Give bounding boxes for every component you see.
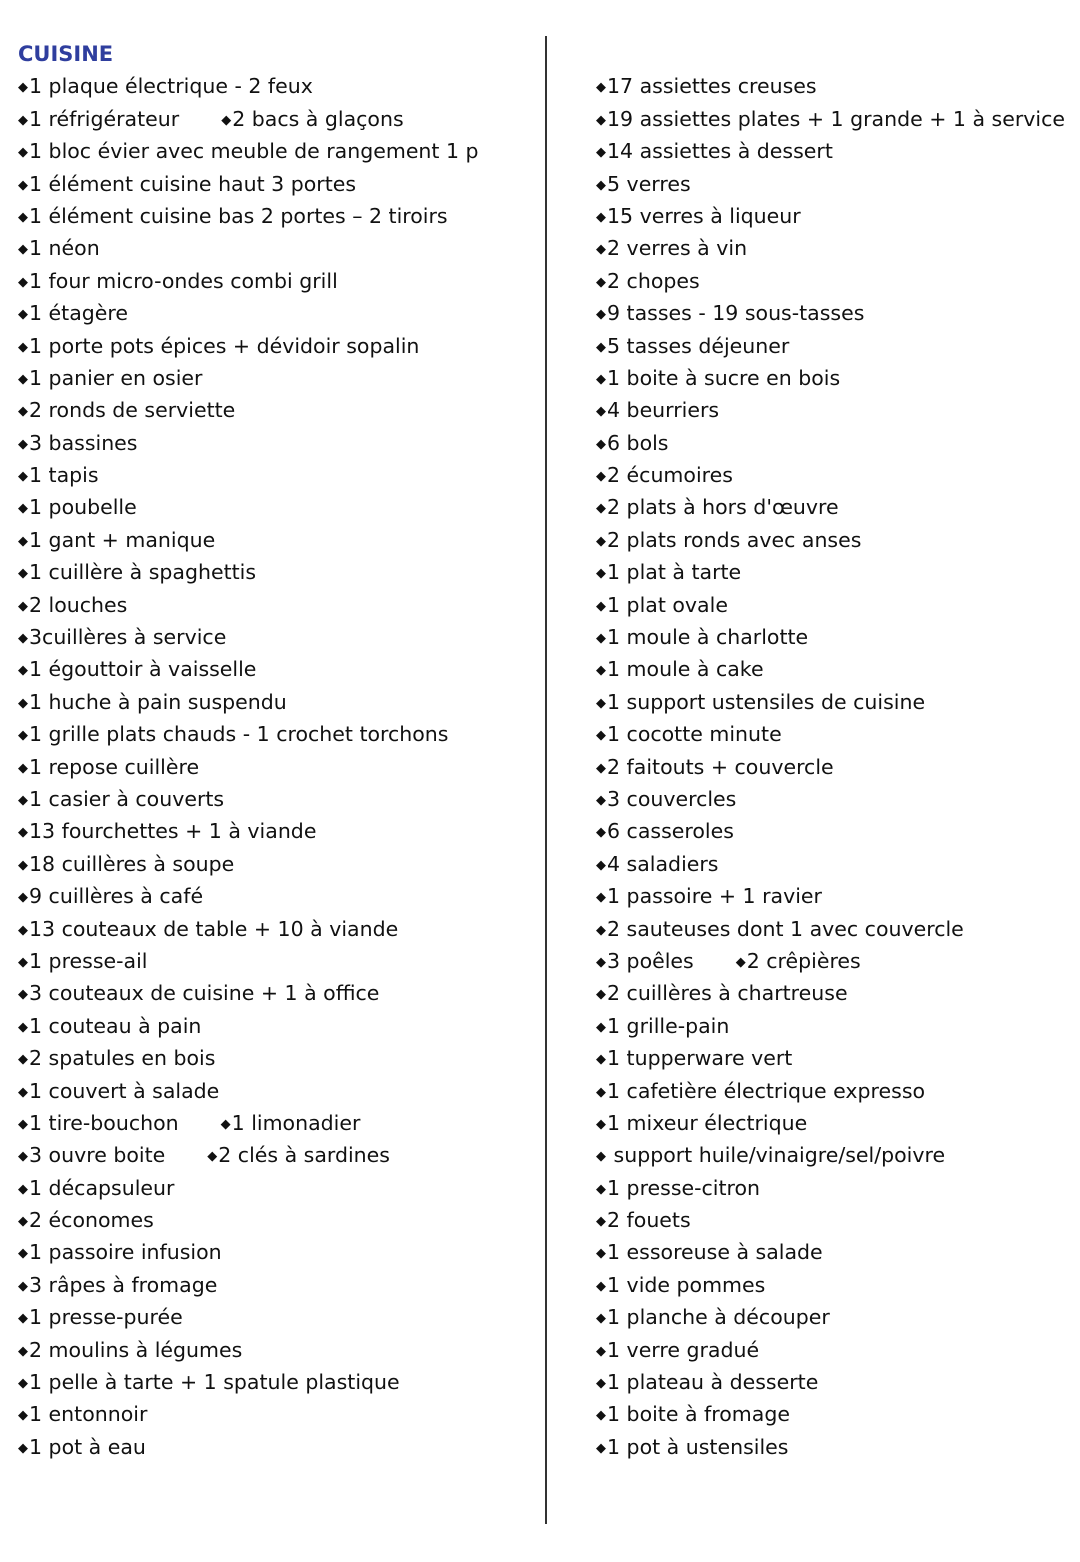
diamond-bullet-icon: ◆: [596, 1343, 606, 1359]
list-item: [18, 1172, 538, 1204]
item-text: 2 louches: [29, 592, 128, 617]
item-text-secondary: 1 limonadier: [231, 1110, 361, 1135]
diamond-bullet-icon: ◆: [596, 695, 606, 711]
diamond-bullet-icon: ◆: [221, 112, 232, 128]
list-item: [596, 330, 1076, 362]
list-item: [596, 1204, 1076, 1236]
diamond-bullet-icon: ◆: [596, 1376, 606, 1392]
list-item: [18, 265, 538, 297]
list-item: [596, 815, 1076, 847]
diamond-bullet-icon: ◆: [596, 436, 606, 452]
diamond-bullet-icon: ◆: [596, 1278, 606, 1294]
list-item: [596, 1334, 1076, 1366]
diamond-bullet-icon: ◆: [596, 112, 606, 128]
list-item: [18, 168, 538, 200]
item-text: 1 support ustensiles de cuisine: [607, 689, 926, 714]
list-item: [18, 913, 538, 945]
list-item: [596, 718, 1076, 750]
item-text: 1 couteau à pain: [29, 1013, 202, 1038]
list-item: [596, 1075, 1076, 1107]
list-item: [596, 1139, 1076, 1171]
diamond-bullet-icon: ◆: [596, 922, 606, 938]
list-item: [18, 297, 538, 329]
item-text: 3cuillères à service: [29, 625, 227, 650]
diamond-bullet-icon: ◆: [596, 533, 606, 549]
list-item: [18, 686, 538, 718]
list-item: [18, 848, 538, 880]
diamond-bullet-icon: ◆: [596, 760, 606, 776]
list-item: [596, 1398, 1076, 1430]
item-text: 1 moule à cake: [607, 657, 764, 682]
item-text: support huile/vinaigre/sel/poivre: [607, 1143, 946, 1168]
item-text: 1 décapsuleur: [29, 1175, 175, 1200]
item-text: 1 passoire + 1 ravier: [607, 884, 822, 909]
diamond-bullet-icon: ◆: [18, 598, 28, 614]
item-text: 2 économes: [29, 1208, 154, 1233]
item-text: 1 plaque électrique - 2 feux: [29, 74, 313, 99]
diamond-bullet-icon: ◆: [18, 1440, 28, 1456]
item-text: 1 huche à pain suspendu: [29, 689, 287, 714]
list-item: [18, 70, 538, 102]
diamond-bullet-icon: ◆: [18, 1019, 28, 1035]
list-item: [596, 653, 1076, 685]
diamond-bullet-icon: ◆: [18, 890, 28, 906]
diamond-bullet-icon: ◆: [18, 631, 28, 647]
item-text: 1 tire-bouchon: [29, 1110, 179, 1135]
list-item: [596, 880, 1076, 912]
item-text: 1 grille-pain: [607, 1013, 730, 1038]
list-item: [596, 783, 1076, 815]
diamond-bullet-icon: ◆: [596, 954, 606, 970]
item-text: 3 couvercles: [607, 786, 737, 811]
list-item: [18, 103, 538, 135]
list-item: [18, 1042, 538, 1074]
diamond-bullet-icon: ◆: [18, 404, 28, 420]
item-text: 2 faitouts + couvercle: [607, 754, 834, 779]
item-text: 1 élément cuisine bas 2 portes – 2 tiroirs: [29, 203, 448, 228]
item-text: 3 poêles: [607, 948, 694, 973]
item-text: 1 étagère: [29, 301, 128, 326]
diamond-bullet-icon: ◆: [596, 598, 606, 614]
diamond-bullet-icon: ◆: [18, 371, 28, 387]
list-item: [18, 362, 538, 394]
item-text: 1 planche à découper: [607, 1305, 830, 1330]
diamond-bullet-icon: ◆: [596, 631, 606, 647]
item-text: 2 plats ronds avec anses: [607, 527, 862, 552]
item-text: 3 râpes à fromage: [29, 1272, 218, 1297]
item-text: 1 entonnoir: [29, 1402, 148, 1427]
list-item: [18, 427, 538, 459]
list-item: [596, 200, 1076, 232]
item-text: 1 gant + manique: [29, 527, 216, 552]
right-item-list: [596, 70, 1076, 1463]
diamond-bullet-icon: ◆: [18, 1214, 28, 1230]
list-item: [18, 1366, 538, 1398]
item-text: 1 pot à ustensiles: [607, 1434, 789, 1459]
list-item: [596, 103, 1076, 135]
list-item: [18, 815, 538, 847]
item-text: 5 verres: [607, 171, 691, 196]
item-text: 1 couvert à salade: [29, 1078, 220, 1103]
column-divider: [545, 36, 547, 1524]
list-item: [596, 394, 1076, 426]
diamond-bullet-icon: ◆: [220, 1116, 231, 1132]
diamond-bullet-icon: ◆: [18, 566, 28, 582]
list-item: [596, 168, 1076, 200]
diamond-bullet-icon: ◆: [596, 80, 606, 96]
diamond-bullet-icon: ◆: [596, 1149, 606, 1165]
list-item: [596, 913, 1076, 945]
diamond-bullet-icon: ◆: [596, 501, 606, 517]
item-text: 1 néon: [29, 236, 100, 261]
list-item: [18, 977, 538, 1009]
item-text: 3 ouvre boite: [29, 1143, 166, 1168]
list-item: [18, 1236, 538, 1268]
item-text: 1 cuillère à spaghettis: [29, 560, 257, 585]
left-item-list: [18, 70, 538, 1463]
list-item: [18, 394, 538, 426]
diamond-bullet-icon: ◆: [18, 1149, 28, 1165]
list-item: [596, 751, 1076, 783]
diamond-bullet-icon: ◆: [18, 857, 28, 873]
item-text: 18 cuillères à soupe: [29, 851, 235, 876]
diamond-bullet-icon: ◆: [596, 1084, 606, 1100]
diamond-bullet-icon: ◆: [18, 792, 28, 808]
item-text: 9 tasses - 19 sous-tasses: [607, 301, 865, 326]
diamond-bullet-icon: ◆: [596, 728, 606, 744]
list-item: [18, 1269, 538, 1301]
item-text-secondary: 2 bacs à glaçons: [232, 106, 404, 131]
list-item: [18, 880, 538, 912]
item-text: 3 couteaux de cuisine + 1 à office: [29, 981, 380, 1006]
diamond-bullet-icon: ◆: [18, 274, 28, 290]
list-item: [18, 232, 538, 264]
item-text: 1 presse-purée: [29, 1305, 183, 1330]
item-text: 2 moulins à légumes: [29, 1337, 243, 1362]
item-text: 1 repose cuillère: [29, 754, 200, 779]
item-text: 1 presse-citron: [607, 1175, 761, 1200]
list-item: [18, 1139, 538, 1171]
item-text: 2 verres à vin: [607, 236, 748, 261]
list-item: [18, 751, 538, 783]
list-item: [18, 524, 538, 556]
item-text: 2 chopes: [607, 268, 700, 293]
list-item: [18, 621, 538, 653]
item-text: 1 égouttoir à vaisselle: [29, 657, 257, 682]
diamond-bullet-icon: ◆: [18, 728, 28, 744]
item-text: 17 assiettes creuses: [607, 74, 817, 99]
list-item: [18, 589, 538, 621]
item-text: 1 cocotte minute: [607, 722, 782, 747]
list-item: [18, 1107, 538, 1139]
list-item: [596, 1010, 1076, 1042]
item-text-secondary: 2 crêpières: [746, 948, 861, 973]
list-item: [596, 1431, 1076, 1463]
list-item: [18, 135, 538, 167]
diamond-bullet-icon: ◆: [596, 890, 606, 906]
diamond-bullet-icon: ◆: [596, 566, 606, 582]
list-item: [596, 297, 1076, 329]
diamond-bullet-icon: ◆: [18, 80, 28, 96]
diamond-bullet-icon: ◆: [18, 177, 28, 193]
item-text: 1 verre gradué: [607, 1337, 760, 1362]
list-item: [596, 1301, 1076, 1333]
list-item: [18, 1334, 538, 1366]
list-item: [596, 945, 1076, 977]
diamond-bullet-icon: ◆: [596, 339, 606, 355]
list-item: [18, 1075, 538, 1107]
diamond-bullet-icon: ◆: [596, 469, 606, 485]
list-item: [596, 1107, 1076, 1139]
diamond-bullet-icon: ◆: [18, 145, 28, 161]
item-text: 2 cuillères à chartreuse: [607, 981, 848, 1006]
list-item: [596, 362, 1076, 394]
item-text: 1 essoreuse à salade: [607, 1240, 823, 1265]
list-item: [596, 589, 1076, 621]
item-text: 19 assiettes plates + 1 grande + 1 à service: [607, 106, 1065, 131]
list-item: [18, 1204, 538, 1236]
item-text: 1 tupperware vert: [607, 1046, 793, 1071]
diamond-bullet-icon: ◆: [18, 209, 28, 225]
diamond-bullet-icon: ◆: [18, 1311, 28, 1327]
list-item: [18, 653, 538, 685]
diamond-bullet-icon: ◆: [18, 501, 28, 517]
item-text: 1 grille plats chauds - 1 crochet torchons: [29, 722, 449, 747]
diamond-bullet-icon: ◆: [18, 825, 28, 841]
item-text: 1 cafetière électrique expresso: [607, 1078, 926, 1103]
diamond-bullet-icon: ◆: [18, 987, 28, 1003]
diamond-bullet-icon: ◆: [18, 1343, 28, 1359]
diamond-bullet-icon: ◆: [596, 1052, 606, 1068]
diamond-bullet-icon: ◆: [596, 307, 606, 323]
item-text: 1 casier à couverts: [29, 786, 225, 811]
item-text: 1 poubelle: [29, 495, 137, 520]
list-item: [18, 491, 538, 523]
item-text: 1 four micro-ondes combi grill: [29, 268, 338, 293]
diamond-bullet-icon: ◆: [596, 145, 606, 161]
item-text: 15 verres à liqueur: [607, 203, 801, 228]
diamond-bullet-icon: ◆: [18, 1408, 28, 1424]
list-item: [18, 783, 538, 815]
diamond-bullet-icon: ◆: [596, 857, 606, 873]
diamond-bullet-icon: ◆: [18, 1246, 28, 1262]
item-text: 2 fouets: [607, 1208, 691, 1233]
list-item: [596, 232, 1076, 264]
list-item: [18, 459, 538, 491]
item-text: 1 mixeur électrique: [607, 1110, 808, 1135]
diamond-bullet-icon: ◆: [18, 1181, 28, 1197]
item-text: 1 porte pots épices + dévidoir sopalin: [29, 333, 420, 358]
item-text: 2 spatules en bois: [29, 1046, 216, 1071]
list-item: [596, 848, 1076, 880]
list-item: [596, 621, 1076, 653]
diamond-bullet-icon: ◆: [596, 987, 606, 1003]
item-text: 1 réfrigérateur: [29, 106, 180, 131]
list-item: [596, 265, 1076, 297]
item-text: 2 plats à hors d'œuvre: [607, 495, 839, 520]
diamond-bullet-icon: ◆: [596, 1116, 606, 1132]
list-item: [596, 70, 1076, 102]
diamond-bullet-icon: ◆: [596, 1246, 606, 1262]
list-item: [18, 200, 538, 232]
item-text: 1 panier en osier: [29, 365, 203, 390]
diamond-bullet-icon: ◆: [596, 404, 606, 420]
list-item: [18, 1431, 538, 1463]
list-item: [596, 459, 1076, 491]
item-text: 6 casseroles: [607, 819, 734, 844]
item-text: 1 pelle à tarte + 1 spatule plastique: [29, 1370, 400, 1395]
item-text: 4 saladiers: [607, 851, 719, 876]
diamond-bullet-icon: ◆: [18, 307, 28, 323]
list-item: [18, 1010, 538, 1042]
list-item: [18, 718, 538, 750]
diamond-bullet-icon: ◆: [596, 1214, 606, 1230]
item-text: 3 bassines: [29, 430, 138, 455]
diamond-bullet-icon: ◆: [596, 209, 606, 225]
item-text: 1 vide pommes: [607, 1272, 766, 1297]
diamond-bullet-icon: ◆: [18, 922, 28, 938]
diamond-bullet-icon: ◆: [18, 1278, 28, 1294]
list-item: [18, 556, 538, 588]
diamond-bullet-icon: ◆: [18, 1116, 28, 1132]
diamond-bullet-icon: ◆: [596, 825, 606, 841]
diamond-bullet-icon: ◆: [18, 760, 28, 776]
item-text: 1 passoire infusion: [29, 1240, 222, 1265]
diamond-bullet-icon: ◆: [18, 1376, 28, 1392]
item-text: 2 ronds de serviette: [29, 398, 236, 423]
item-text: 1 boite à sucre en bois: [607, 365, 841, 390]
diamond-bullet-icon: ◆: [18, 954, 28, 970]
list-item: [596, 686, 1076, 718]
item-text-secondary: 2 clés à sardines: [218, 1143, 390, 1168]
item-text: 9 cuillères à café: [29, 884, 204, 909]
item-text: 1 moule à charlotte: [607, 625, 809, 650]
item-text: 1 bloc évier avec meuble de rangement 1 p: [29, 139, 479, 164]
item-text: 1 plateau à desserte: [607, 1370, 819, 1395]
right-column: [596, 38, 1076, 1463]
diamond-bullet-icon: ◆: [596, 1181, 606, 1197]
list-item: [596, 977, 1076, 1009]
diamond-bullet-icon: ◆: [596, 792, 606, 808]
diamond-bullet-icon: ◆: [735, 954, 746, 970]
item-text: 6 bols: [607, 430, 669, 455]
item-text: 13 couteaux de table + 10 à viande: [29, 916, 399, 941]
list-item: [596, 524, 1076, 556]
diamond-bullet-icon: ◆: [596, 274, 606, 290]
list-item: [596, 1042, 1076, 1074]
item-text: 2 écumoires: [607, 463, 733, 488]
diamond-bullet-icon: ◆: [596, 1408, 606, 1424]
diamond-bullet-icon: ◆: [18, 112, 28, 128]
list-item: [596, 1236, 1076, 1268]
item-text: 4 beurriers: [607, 398, 720, 423]
diamond-bullet-icon: ◆: [207, 1149, 218, 1165]
list-item: [596, 135, 1076, 167]
diamond-bullet-icon: ◆: [18, 663, 28, 679]
diamond-bullet-icon: ◆: [18, 1052, 28, 1068]
list-item: [596, 1172, 1076, 1204]
list-item: [18, 945, 538, 977]
item-text: 13 fourchettes + 1 à viande: [29, 819, 317, 844]
diamond-bullet-icon: ◆: [596, 177, 606, 193]
list-item: [596, 1366, 1076, 1398]
diamond-bullet-icon: ◆: [18, 1084, 28, 1100]
section-title-spacer: [596, 38, 1076, 70]
item-text: 14 assiettes à dessert: [607, 139, 833, 164]
section-title: CUISINE: [18, 42, 114, 66]
diamond-bullet-icon: ◆: [596, 371, 606, 387]
diamond-bullet-icon: ◆: [596, 242, 606, 258]
item-text: 1 presse-ail: [29, 948, 148, 973]
item-text: 1 tapis: [29, 463, 99, 488]
item-text: 2 sauteuses dont 1 avec couvercle: [607, 916, 964, 941]
diamond-bullet-icon: ◆: [18, 469, 28, 485]
left-column: [18, 38, 538, 1463]
item-text: 1 plat ovale: [607, 592, 728, 617]
diamond-bullet-icon: ◆: [596, 1019, 606, 1035]
item-text: 1 boite à fromage: [607, 1402, 790, 1427]
list-item: [18, 1301, 538, 1333]
list-item: [18, 330, 538, 362]
item-text: 1 plat à tarte: [607, 560, 742, 585]
diamond-bullet-icon: ◆: [18, 533, 28, 549]
list-item: [596, 427, 1076, 459]
list-item: [596, 1269, 1076, 1301]
diamond-bullet-icon: ◆: [596, 1311, 606, 1327]
diamond-bullet-icon: ◆: [596, 663, 606, 679]
item-text: 1 pot à eau: [29, 1434, 146, 1459]
list-item: [596, 491, 1076, 523]
item-text: 1 élément cuisine haut 3 portes: [29, 171, 357, 196]
list-item: [18, 1398, 538, 1430]
diamond-bullet-icon: ◆: [18, 436, 28, 452]
diamond-bullet-icon: ◆: [18, 242, 28, 258]
item-text: 5 tasses déjeuner: [607, 333, 790, 358]
diamond-bullet-icon: ◆: [18, 695, 28, 711]
diamond-bullet-icon: ◆: [18, 339, 28, 355]
diamond-bullet-icon: ◆: [596, 1440, 606, 1456]
list-item: [596, 556, 1076, 588]
